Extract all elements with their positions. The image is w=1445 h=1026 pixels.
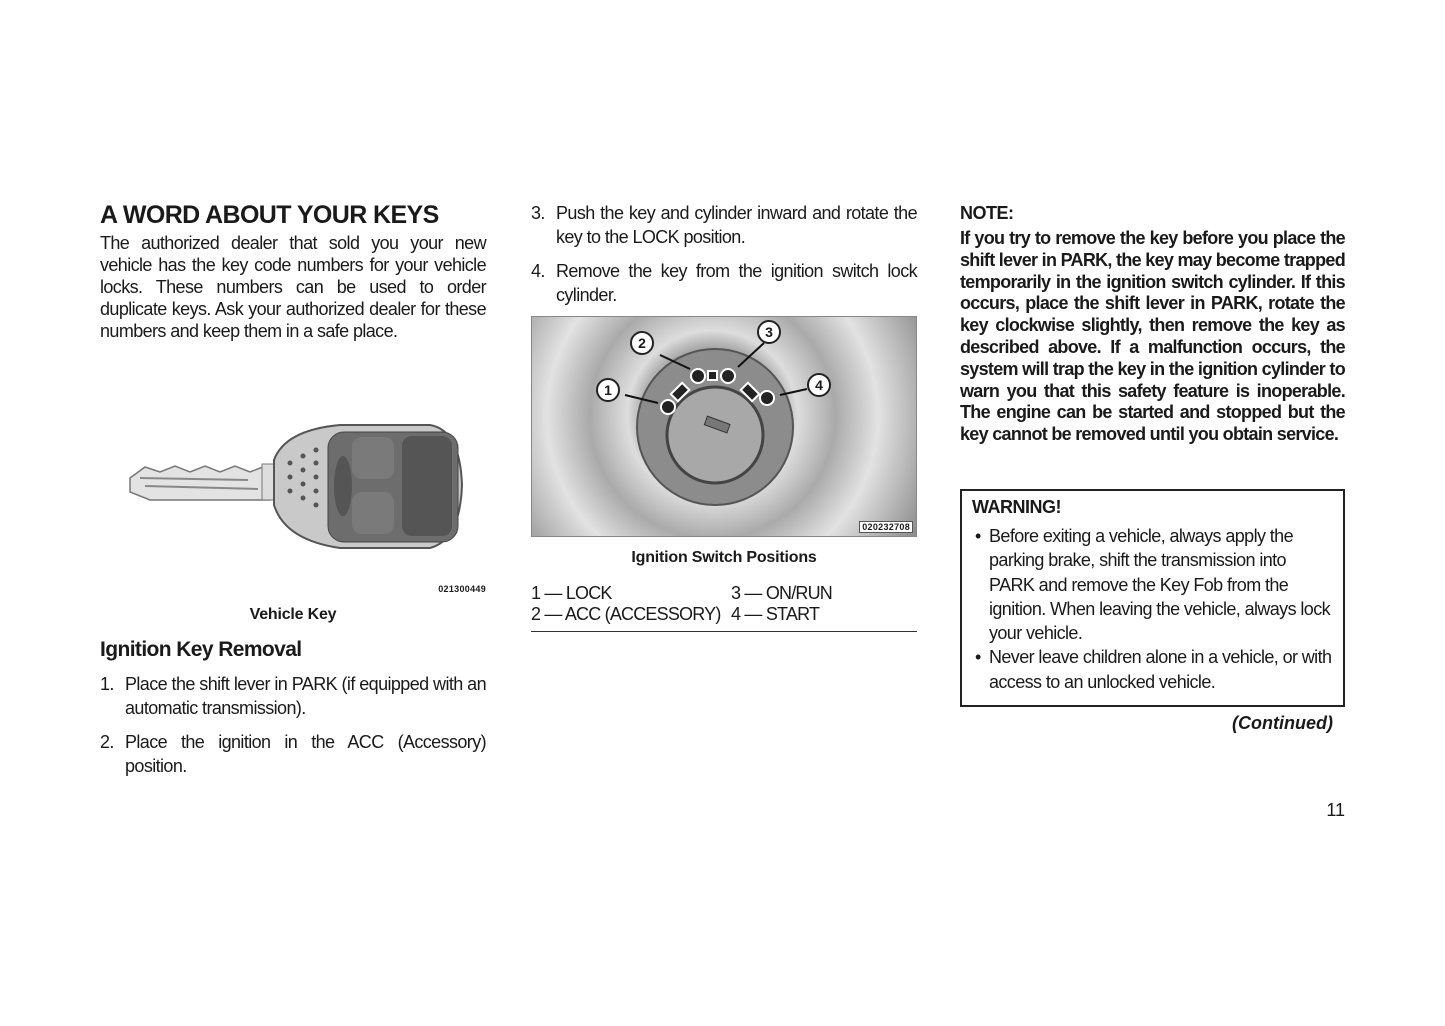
figure-caption: Vehicle Key <box>249 606 337 623</box>
figure-code: 021300449 <box>438 584 486 594</box>
callout-2: 2 <box>630 331 654 355</box>
key-fob-illustration <box>100 420 486 600</box>
positions-legend <box>531 583 917 632</box>
list-item: 1. Place the shift lever in PARK (if equipped with an automatic transmission). <box>100 674 486 718</box>
column-2 <box>531 201 917 317</box>
subsection-heading: Ignition Key Removal <box>100 638 302 661</box>
list-item: • Never leave children alone in a vehicle, or with access to an unlocked vehicle. <box>975 647 1332 692</box>
note-label: NOTE: <box>960 203 1014 223</box>
steps-list <box>531 201 917 307</box>
note-text: If you try to remove the key before you place the shift lever in PARK, the key may become trapped temporarily in the ignition switch cylinder. If this occurs, place the shift lever in PARK, rotate the key clockwise slightly, then remove the key as described above. If a malfunction occurs, the system will trap the key in the ignition cylinder to warn you that this safety feature is inoperable. The engine can be started and stopped but the key cannot be removed until you obtain service. <box>960 228 1345 445</box>
legend-row: 2 — ACC (ACCESSORY) 4 — START <box>531 604 820 624</box>
vehicle-key-figure <box>100 420 486 600</box>
figure-code: 020232708 <box>859 521 913 533</box>
ignition-cylinder-illustration <box>532 317 917 537</box>
note-block <box>960 203 1345 446</box>
list-item: 2. Place the ignition in the ACC (Accessory) position. <box>100 732 486 776</box>
ignition-key-removal-section <box>100 638 486 788</box>
continued-label: (Continued) <box>1232 713 1333 733</box>
warning-list <box>972 524 1333 694</box>
section-heading: A WORD ABOUT YOUR KEYS <box>100 201 439 229</box>
legend-row: 1 — LOCK 3 — ON/RUN <box>531 583 833 603</box>
ignition-switch-figure <box>531 316 917 537</box>
list-item: • Before exiting a vehicle, always apply the parking brake, shift the transmission into PARK and remove the Key Fob from the ignition. When leaving the vehicle, always lock your vehicle. <box>975 526 1330 644</box>
list-item: 4. Remove the key from the ignition switch lock cylinder. <box>531 261 917 305</box>
callout-4: 4 <box>807 373 831 397</box>
figure-caption: Ignition Switch Positions <box>631 549 817 566</box>
column-1 <box>100 201 486 342</box>
steps-list <box>100 672 486 778</box>
callout-1: 1 <box>596 378 620 402</box>
list-item: 3. Push the key and cylinder inward and rotate the key to the LOCK position. <box>531 203 917 247</box>
intro-paragraph: The authorized dealer that sold you your new vehicle has the key code numbers for your vehicle locks. These numbers can be used to order duplicate keys. Ask your authorized dealer for these numbers and keep them in a safe place. <box>100 233 486 341</box>
page-number: 11 <box>1326 800 1345 820</box>
callout-3: 3 <box>757 320 781 344</box>
warning-box <box>960 489 1345 707</box>
warning-title: WARNING! <box>972 497 1061 517</box>
